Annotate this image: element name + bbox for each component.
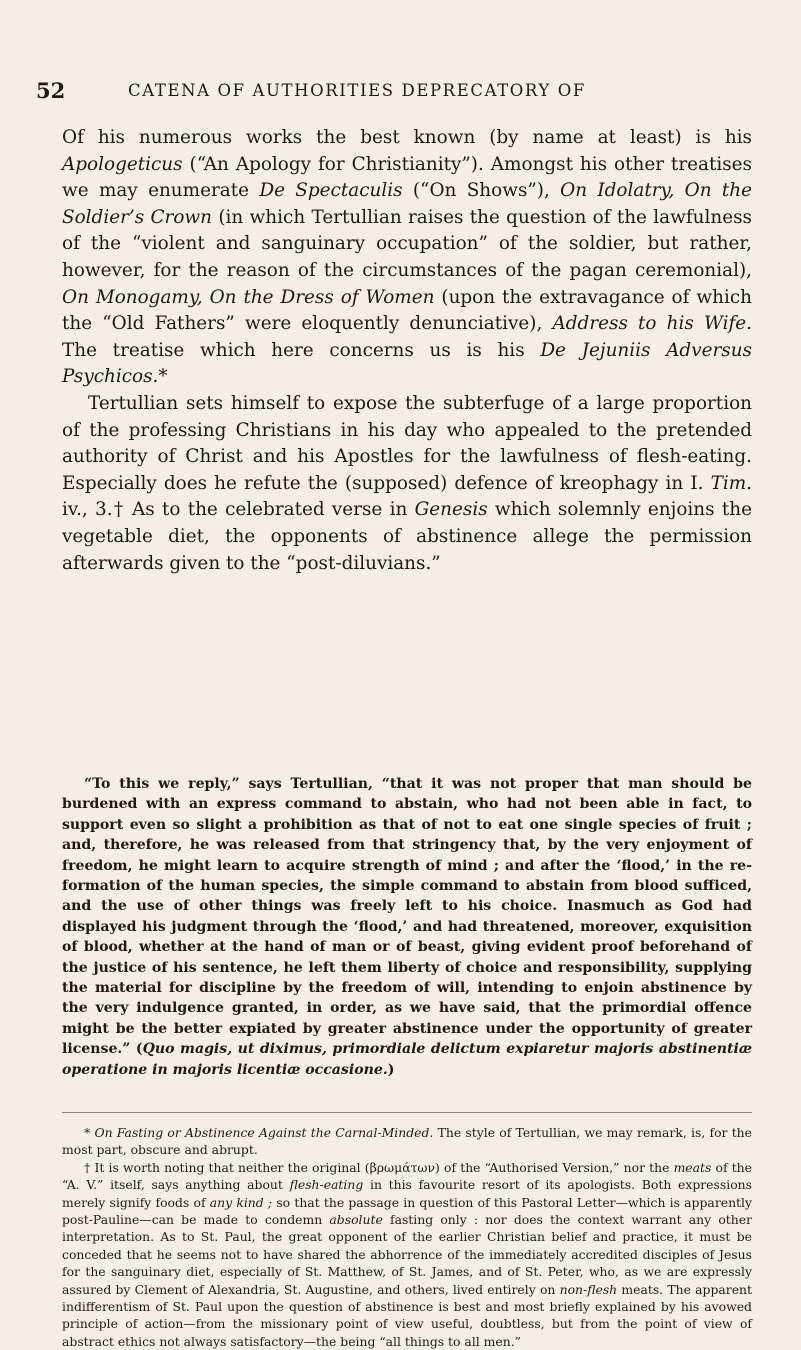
paragraph-works: Of his numerous works the best known (by name at least) is his Apologeticus (“An Apology for Christianity”). Amongst his other treatises we may enumerate De Spectaculis (“On Shows”), On Idolatry, On the Soldier’s Crown (in which Tertullian raises the question of the lawfulness of the “violent and sanguinary occupation” of the soldier, but rather, however, for the reason of the circumstances of the pagan ceremonial), On Monogamy, On the Dress of Women (upon the extravagance of which the “Old Fathers” were eloquently denunciative), Address to his Wife. The treatise which here concerns us is his De Jejuniis Adversus Psychicos.* xyxy=(62,127,753,388)
page-number: 52 xyxy=(36,78,66,103)
tertullian-quote xyxy=(62,774,752,1080)
footnotes xyxy=(62,1124,752,1350)
page-header xyxy=(36,78,756,108)
quote-paragraph: “To this we reply,” says Tertullian, “that it was not proper that man should be burdened with an express command to abstain, who had not been able in fact, to support even so slight a prohibition as that of not to eat one single species of fruit ; and, therefore, he was released from that stringency that, by the very enjoyment of freedom, he might learn to acquire strength of mind ; and after the ‘flood,’ in the re-formation of the human species, the simple command to abstain from blood sufficed, and the use of other things was freely left to his choice. Inasmuch as God had displayed his judgment through the ‘flood,’ and had threatened, moreover, exquisition of blood, whether at the hand of man or of beast, giving evident proof beforehand of the justice of his sentence, he left them liberty of choice and responsibility, supplying the material for discipline by the freedom of will, intending to enjoin abstinence by the very indulgence granted, in order, as we have said, that the primordial offence might be the better expiated by greater abstinence under the opportunity of greater license.” (Quo magis, ut diximus, primordiale delictum expiaretur majoris abstinentiæ operatione in majoris licentiæ occasione.) xyxy=(62,776,752,1078)
footnote-asterisk: * On Fasting or Abstinence Against the Carnal-Minded. The style of Tertullian, we may remark, is, for the most part, obscure and abrupt. xyxy=(62,1125,752,1158)
footnote-dagger: † It is worth noting that neither the original (βρωμάτων) of the “Authorised Version,” nor the meats of the “A. V.” itself, says anything about flesh-eating in this favourite resort of its apologists. Both expressions merely signify foods of any kind ; so that the passage in question of this Pastoral Letter—which is apparently post-Pauline—can be made to condemn absolute fasting only : nor does the context warrant any other interpretation. As to St. Paul, the great opponent of the earlier Christian belief and practice, it must be conceded that he seems not to have shared the abhorrence of the immediately accredited disciples of Jesus for the sanguinary diet, especially of St. Matthew, of St. James, and of St. Peter, who, as we are expressly assured by Clement of Alexandria, St. Augustine, and others, lived entirely on non-flesh meats. The apparent indifferentism of St. Paul upon the question of abstinence is best and most briefly explained by his avowed principle of action—from the missionary point of view useful, doubtless, but from the point of view of abstract ethics not always satisfactory—the being “all things to all men.” xyxy=(62,1159,752,1349)
footnote-divider xyxy=(62,1112,752,1113)
paragraph-subterfuge: Tertullian sets himself to expose the subterfuge of a large proportion of the professing Christians in his day who appealed to the pretended authority of Christ and his Apostles for the lawfulness of flesh-eating. Especially does he refute the (supposed) defence of kreophagy in I. Tim. iv., 3.† As to the celebrated verse in Genesis which solemnly enjoins the vegetable diet, the opponents of abstinence allege the permission afterwards given to the “post-diluvians.” xyxy=(62,392,752,574)
running-title: CATENA OF AUTHORITIES DEPRECATORY OF xyxy=(128,81,586,100)
main-text xyxy=(62,125,752,577)
